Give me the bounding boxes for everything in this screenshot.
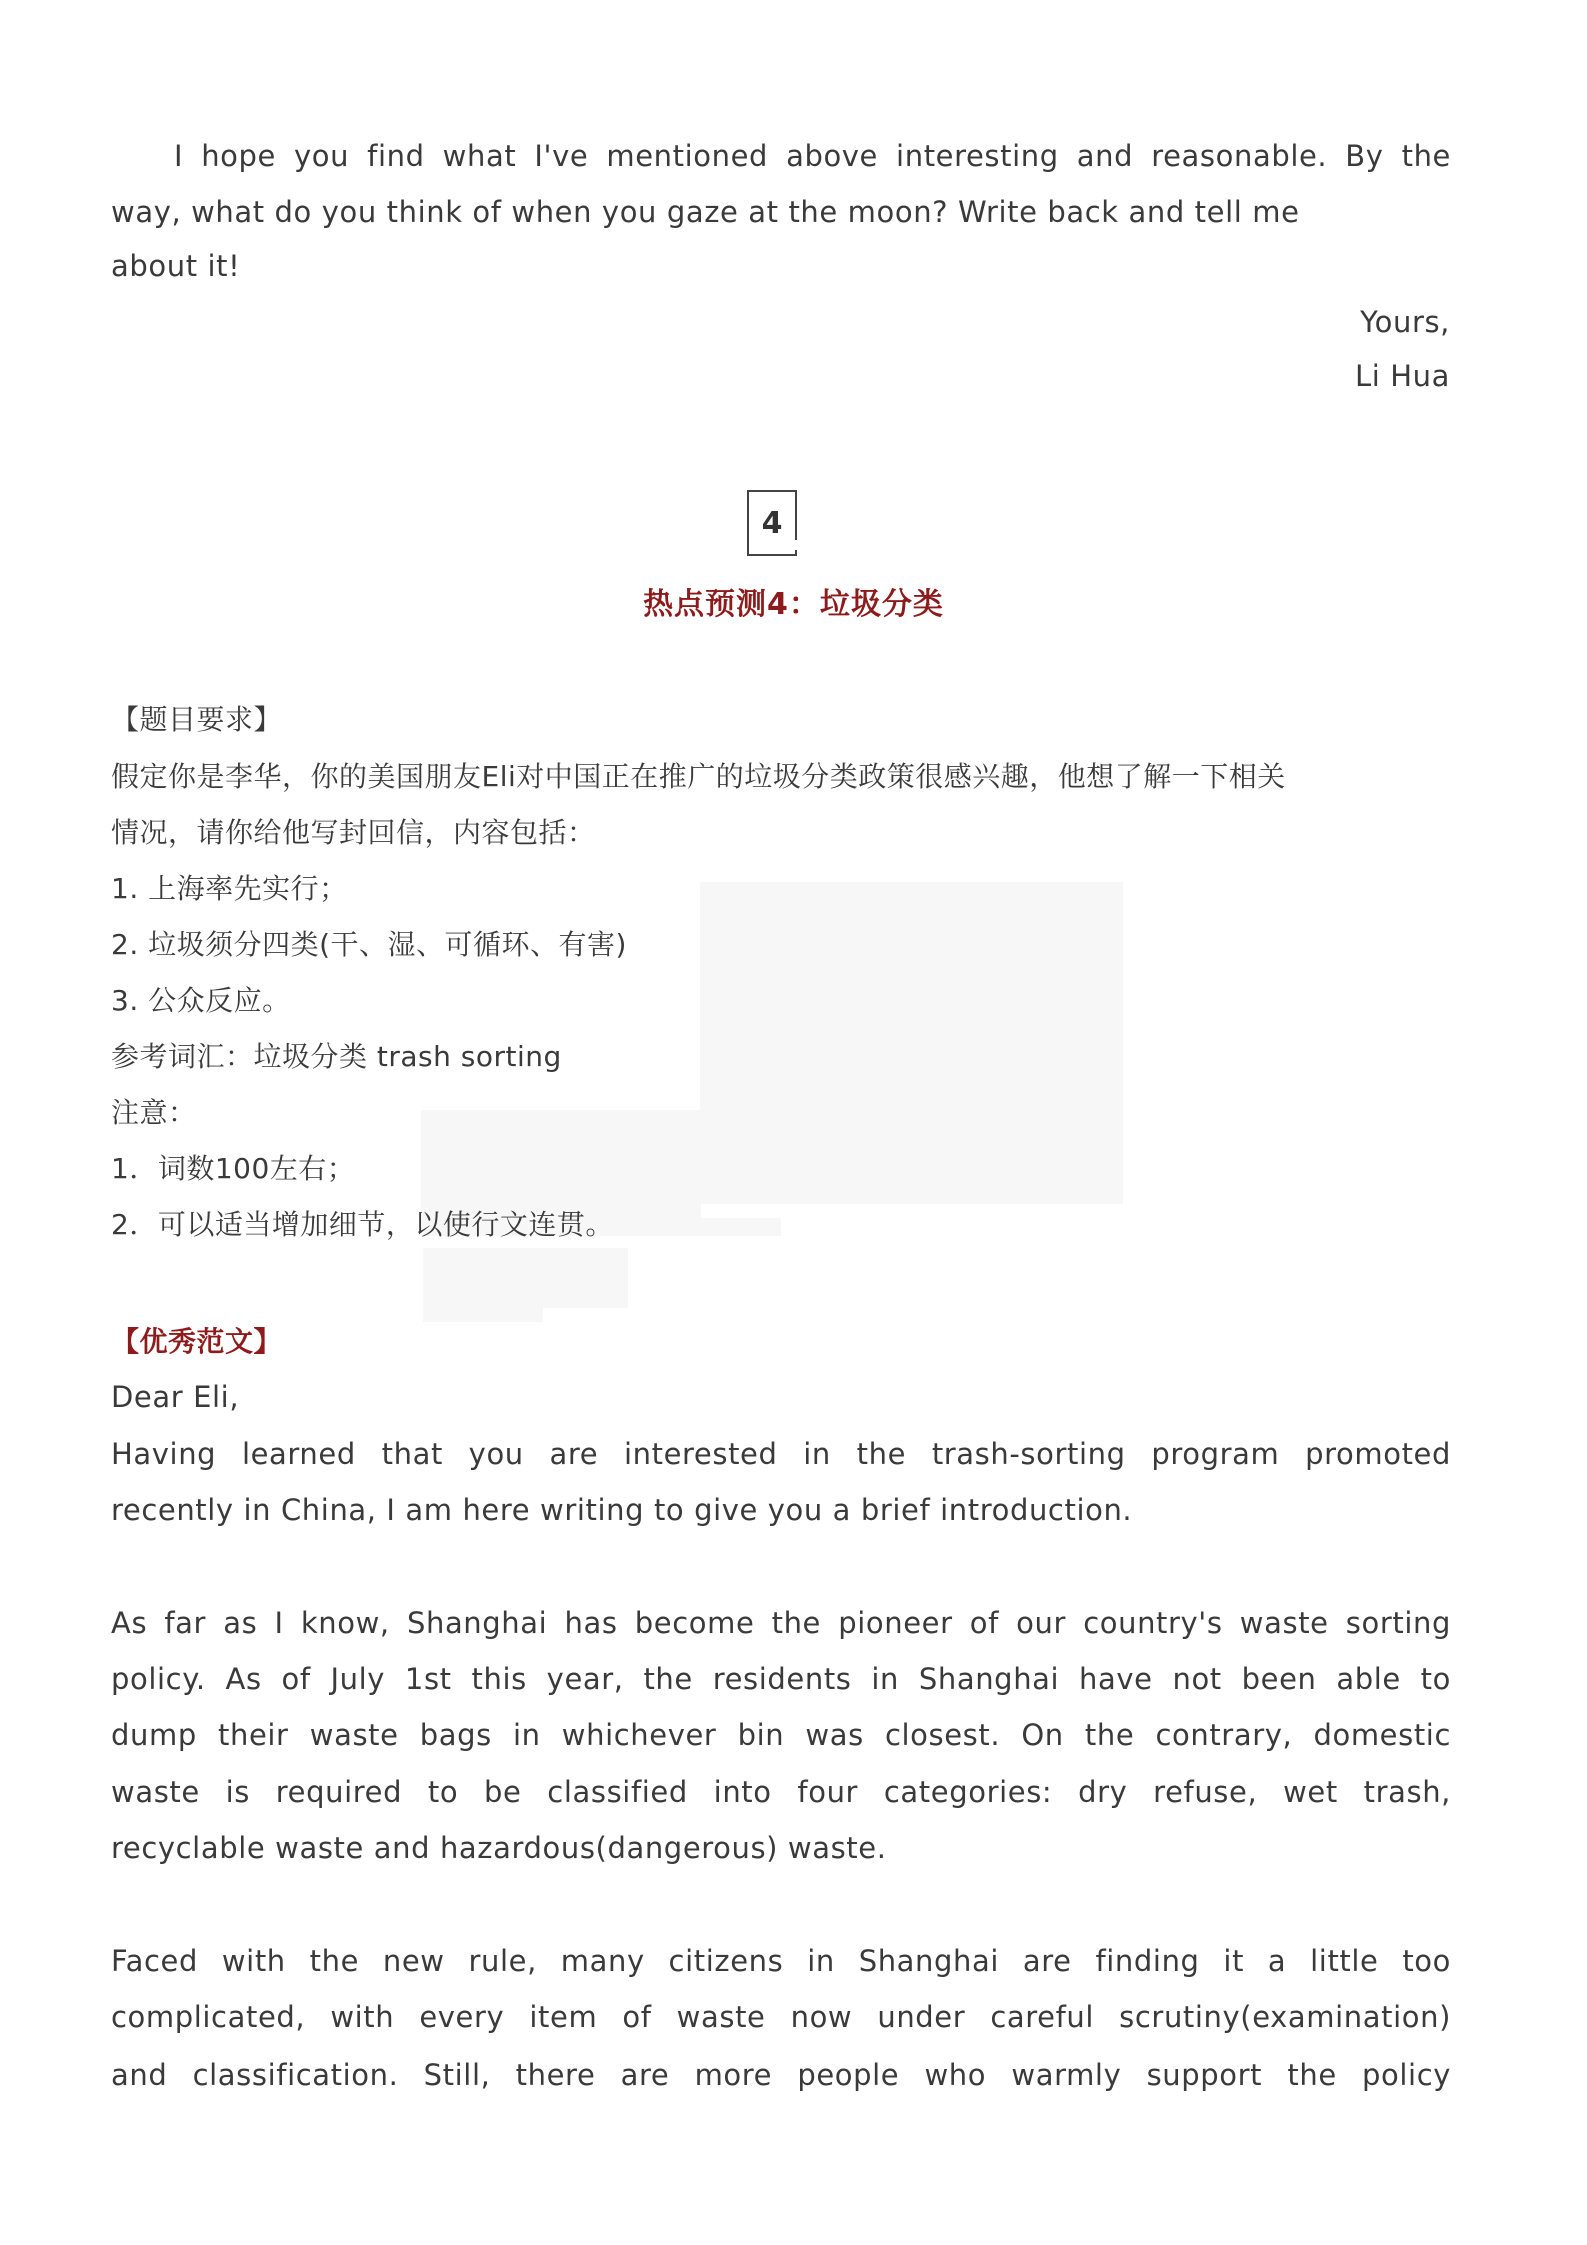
requirements-heading: 【题目要求】 — [111, 703, 283, 736]
letter-line: about it! — [111, 249, 241, 283]
model-essay-heading: 【优秀范文】 — [111, 1325, 283, 1358]
prompt-line: 情况，请你给他写封回信，内容包括： — [111, 816, 596, 849]
section-number-box — [747, 490, 797, 556]
redaction-patch — [423, 1300, 543, 1322]
section-title: 热点预测4：垃圾分类 — [643, 587, 944, 622]
section-number: 4 — [761, 505, 783, 541]
prompt-line: 假定你是李华，你的美国朋友Eli对中国正在推广的垃圾分类政策很感兴趣，他想了解一下相关 — [111, 760, 1286, 793]
note-item: 2．可以适当增加细节，以使行文连贯。 — [111, 1208, 614, 1241]
letter-line: I hope you find what I've mentioned above interesting and reasonable. By the — [174, 139, 1451, 173]
essay-line: Faced with the new rule, many citizens in Shanghai are finding it a little too — [111, 1944, 1451, 1978]
essay-line: recently in China, I am here writing to give you a brief introduction. — [111, 1493, 1133, 1527]
essay-line: waste is required to be classified into four categories: dry refuse, wet trash, — [111, 1775, 1451, 1809]
note-item: 1．词数100左右； — [111, 1152, 356, 1185]
letter-signature: Li Hua — [1355, 359, 1450, 393]
letter-closing: Yours, — [1360, 305, 1450, 339]
letter-line: way, what do you think of when you gaze at the moon? Write back and tell me — [111, 195, 1300, 229]
content-point: 3. 公众反应。 — [111, 984, 291, 1017]
content-point: 1. 上海率先实行； — [111, 872, 348, 905]
essay-line: As far as I know, Shanghai has become the pioneer of our country's waste sorting — [111, 1606, 1451, 1640]
essay-line: complicated, with every item of waste now under careful scrutiny(examination) — [111, 2000, 1451, 2034]
essay-line: and classification. Still, there are more people who warmly support the policy — [111, 2058, 1451, 2092]
essay-line: dump their waste bags in whichever bin was closest. On the contrary, domestic — [111, 1718, 1451, 1752]
redaction-patch — [423, 1248, 628, 1308]
essay-line: recyclable waste and hazardous(dangerous) waste. — [111, 1831, 887, 1865]
notes-heading: 注意： — [111, 1096, 197, 1129]
content-point: 2. 垃圾须分四类(干、湿、可循环、有害) — [111, 928, 627, 961]
essay-line: Having learned that you are interested in the trash-sorting program promoted — [111, 1437, 1451, 1471]
essay-line: policy. As of July 1st this year, the residents in Shanghai have not been able to — [111, 1662, 1451, 1696]
vocabulary-hint: 参考词汇：垃圾分类 trash sorting — [111, 1040, 562, 1073]
essay-salutation: Dear Eli, — [111, 1380, 240, 1414]
